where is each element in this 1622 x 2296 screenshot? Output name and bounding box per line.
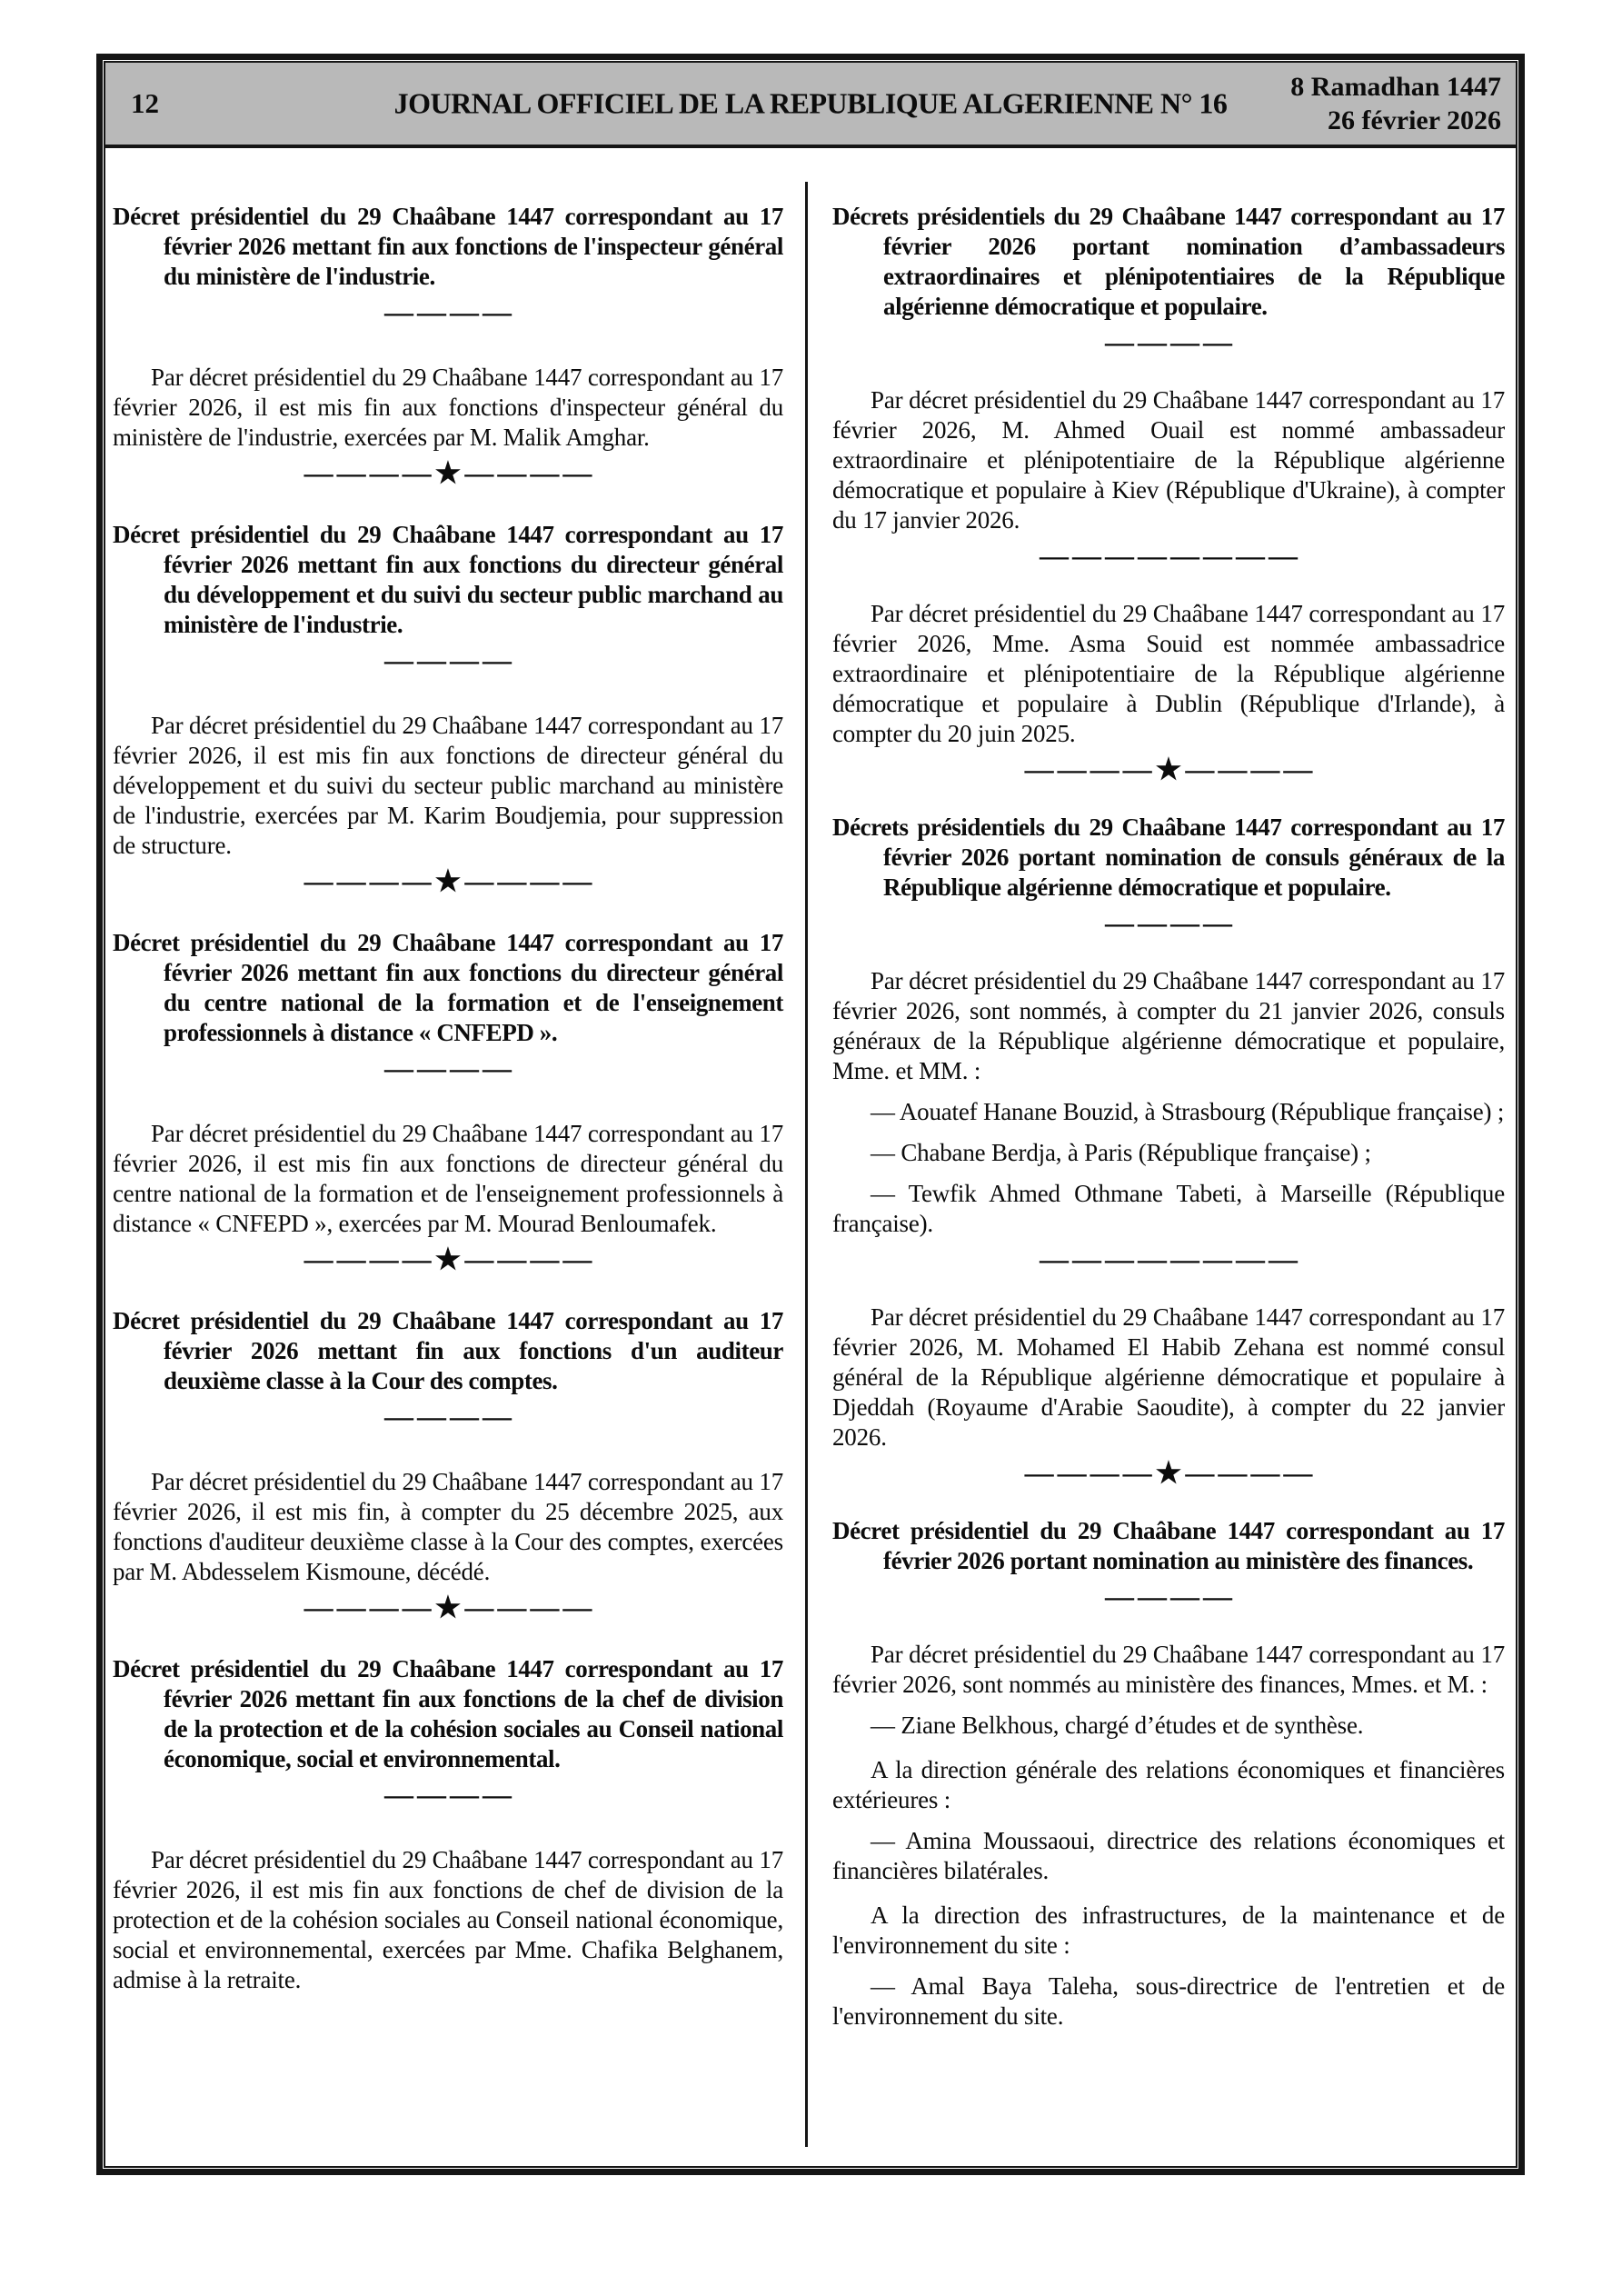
separator-star: — — — — ★ — — — — [304, 1591, 592, 1623]
decree-paragraph: Par décret présidentiel du 29 Chaâbane 1447 correspondant au 17 février 2026, il est mis fin, à compter du 25 décembre 2025, aux fonctions d'auditeur deuxième classe à la Cour des comptes, exercées par M. Abdesselem Kismoune, décédé. [113, 1468, 783, 1585]
appointment-item: — Aouatef Hanane Bouzid, à Strasbourg (République française) ; [871, 1098, 1505, 1125]
separator-star: — — — — ★ — — — — [1024, 1456, 1313, 1489]
date-gregorian: 26 février 2026 [1327, 105, 1501, 135]
decree-paragraph: Par décret présidentiel du 29 Chaâbane 1447 correspondant au 17 février 2026, Mme. Asma Souid est nommée ambassadrice extraordinaire et plénipotentiaire de la République algérienne démocratique et populaire à Dublin (République d'Irlande), à compter du 20 juin 2025. [832, 600, 1505, 747]
decree-paragraph: Par décret présidentiel du 29 Chaâbane 1447 correspondant au 17 février 2026, il est mis fin aux fonctions de directeur général du développement et du suivi du secteur public marchand au ministère de l'industrie, exercées par M. Karim Boudjemia, pour suppression de structure. [113, 712, 783, 859]
decree-paragraph: Par décret présidentiel du 29 Chaâbane 1447 correspondant au 17 février 2026, il est mis fin aux fonctions de directeur général du centre national de la formation et de l'enseignement professionnels à distance « CNFEPD », exercées par M. Mourad Benloumafek. [113, 1120, 783, 1237]
direction-subhead: A la direction des infrastructures, de la maintenance et de l'environnement du site : [832, 1902, 1505, 1959]
appointment-item: — Amal Baya Taleha, sous-directrice de l'entretien et de l'environnement du site. [832, 1972, 1505, 2030]
separator-long-dashes: — — — — — — — — [1040, 539, 1298, 572]
decree-title: Décrets présidentiels du 29 Chaâbane 1447 correspondant au 17 février 2026 portant nomination d’ambassadeurs extraordinaires et plénipotentiaires de la République algérienne démocratique et populaire. [832, 203, 1505, 320]
decree-title: Décret présidentiel du 29 Chaâbane 1447 correspondant au 17 février 2026 mettant fin aux fonctions de l'inspecteur général du ministère de l'industrie. [113, 203, 783, 290]
separator-star: — — — — ★ — — — — [1024, 753, 1313, 785]
direction-subhead: A la direction générale des relations économiques et financières extérieures : [832, 1756, 1505, 1813]
decree-title: Décret présidentiel du 29 Chaâbane 1447 correspondant au 17 février 2026 mettant fin aux fonctions du directeur général du centre national de la formation et de l'enseignement professionnels à distance « CNFEPD ». [113, 929, 783, 1046]
decree-title: Décret présidentiel du 29 Chaâbane 1447 correspondant au 17 février 2026 mettant fin aux fonctions du directeur général du développement et du suivi du secteur public marchand au ministère de l'industrie. [113, 521, 783, 638]
decree-title: Décret présidentiel du 29 Chaâbane 1447 correspondant au 17 février 2026 mettant fin aux fonctions de la chef de division de la protection et de la cohésion sociales au Conseil national économique, social et environnemental. [113, 1655, 783, 1772]
separator-dashes: — — — — [384, 1400, 512, 1433]
decree-title: Décret présidentiel du 29 Chaâbane 1447 correspondant au 17 février 2026 mettant fin aux fonctions d'un auditeur deuxième classe à la Cour des comptes. [113, 1307, 783, 1394]
separator-dashes: — — — — [384, 1052, 512, 1084]
decree-paragraph: Par décret présidentiel du 29 Chaâbane 1447 correspondant au 17 février 2026, il est mis fin aux fonctions d'inspecteur général du ministère de l'industrie, exercées par M. Malik Amghar. [113, 364, 783, 451]
date-hijri: 8 Ramadhan 1447 [1290, 72, 1501, 102]
appointment-item: — Amina Moussaoui, directrice des relations économiques et financières bilatérales. [832, 1827, 1505, 1884]
separator-star: — — — — ★ — — — — [304, 1243, 592, 1275]
decree-paragraph: Par décret présidentiel du 29 Chaâbane 1447 correspondant au 17 février 2026, il est mis fin aux fonctions de chef de division de la protection et de la cohésion sociales au Conseil national économique, social et environnemental, exercées par Mme. Chafika Belghanem, admise à la retraite. [113, 1846, 783, 1993]
separator-star: — — — — ★ — — — — [304, 864, 592, 897]
appointment-item: — Ziane Belkhous, chargé d’études et de synthèse. [871, 1712, 1364, 1739]
separator-star: — — — — ★ — — — — [304, 456, 592, 489]
decree-paragraph: Par décret présidentiel du 29 Chaâbane 1447 correspondant au 17 février 2026, M. Ahmed Ouail est nommé ambassadeur extraordinaire et plénipotentiaire de la République algérienne démocratique et populaire à Kiev (République d'Ukraine), à compter du 17 janvier 2026. [832, 386, 1505, 534]
column-divider-rule [805, 182, 808, 2147]
left-column [113, 189, 783, 1995]
separator-dashes: — — — — [384, 1778, 512, 1811]
decree-title: Décret présidentiel du 29 Chaâbane 1447 correspondant au 17 février 2026 portant nomination au ministère des finances. [832, 1517, 1505, 1574]
appointment-item: — Tewfik Ahmed Othmane Tabeti, à Marseille (République française). [832, 1180, 1505, 1237]
separator-dashes: — — — — [384, 295, 512, 328]
decree-title: Décrets présidentiels du 29 Chaâbane 1447 correspondant au 17 février 2026 portant nomination de consuls généraux de la République algérienne démocratique et populaire. [832, 814, 1505, 901]
decree-paragraph: Par décret présidentiel du 29 Chaâbane 1447 correspondant au 17 février 2026, M. Mohamed El Habib Zehana est nommé consul général de la République algérienne démocratique et populaire à Djeddah (Royaume d'Arabie Saoudite), à compter du 22 janvier 2026. [832, 1303, 1505, 1451]
right-column [832, 189, 1505, 2031]
appointment-item: — Chabane Berdja, à Paris (République française) ; [871, 1139, 1371, 1166]
decree-paragraph: Par décret présidentiel du 29 Chaâbane 1447 correspondant au 17 février 2026, sont nommés au ministère des finances, Mmes. et M. : [832, 1641, 1505, 1698]
separator-dashes: — — — — [384, 644, 512, 676]
decree-paragraph: Par décret présidentiel du 29 Chaâbane 1447 correspondant au 17 février 2026, sont nommés, à compter du 21 janvier 2026, consuls généraux de la République algérienne démocratique et populaire, Mme. et MM. : [832, 967, 1505, 1084]
separator-dashes: — — — — [1105, 906, 1232, 939]
journal-title: JOURNAL OFFICIEL DE LA REPUBLIQUE ALGERIENNE N° 16 [393, 86, 1228, 120]
header-dates [1290, 70, 1501, 137]
page-number: 12 [131, 87, 159, 119]
page-header [105, 63, 1516, 148]
separator-long-dashes: — — — — — — — — [1040, 1243, 1298, 1275]
separator-dashes: — — — — [1105, 1580, 1232, 1612]
separator-dashes: — — — — [1105, 325, 1232, 358]
